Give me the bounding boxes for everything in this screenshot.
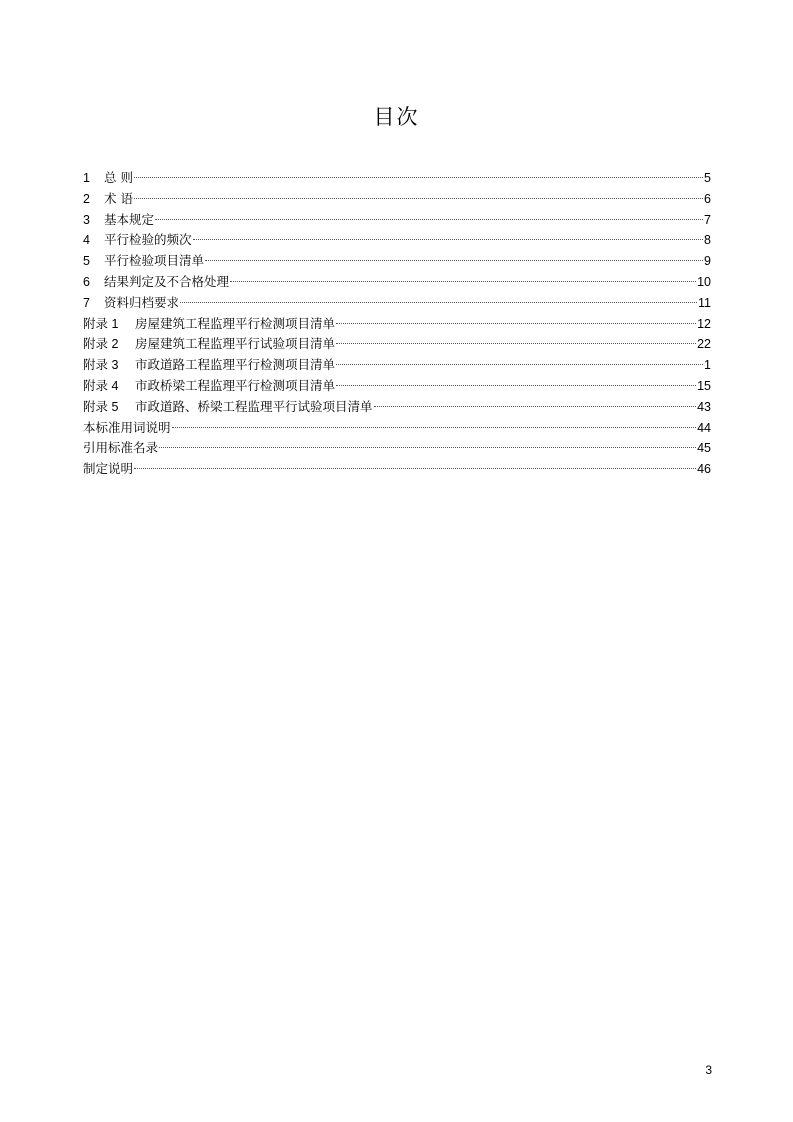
toc-dot-leader — [205, 260, 703, 261]
toc-entry-page: 45 — [697, 441, 711, 456]
toc-entry-title: 房屋建筑工程监理平行检测项目清单 — [135, 315, 336, 331]
toc-entry-referenced-standards[interactable] — [83, 438, 711, 459]
toc-dot-leader — [172, 427, 697, 428]
toc-entry-appendix-3[interactable] — [83, 355, 711, 376]
toc-dot-leader — [374, 406, 697, 407]
toc-entry-number: 7 — [83, 295, 90, 310]
toc-entry-7[interactable] — [83, 293, 711, 314]
toc-entry-page: 12 — [697, 316, 711, 331]
toc-entry-number: 附录 4 — [83, 378, 119, 393]
toc-entry-page: 10 — [697, 274, 711, 289]
toc-dot-leader — [134, 468, 696, 469]
toc-entry-page: 15 — [697, 378, 711, 393]
toc-dot-leader — [336, 323, 696, 324]
toc-entry-page: 1 — [704, 358, 711, 373]
toc-entry-title: 本标准用词说明 — [83, 419, 171, 435]
toc-entry-title: 市政桥梁工程监理平行检测项目清单 — [135, 377, 336, 393]
toc-entry-title: 制定说明 — [83, 461, 134, 477]
toc-entry-page: 22 — [697, 337, 711, 352]
toc-entry-page: 8 — [704, 233, 711, 248]
toc-entry-appendix-1[interactable] — [83, 314, 711, 335]
toc-entry-number: 3 — [83, 212, 90, 227]
toc-entry-number: 5 — [83, 254, 90, 269]
toc-dot-leader — [336, 343, 696, 344]
toc-entry-page: 7 — [704, 212, 711, 227]
toc-entry-page: 6 — [704, 191, 711, 206]
toc-entry-number: 附录 3 — [83, 358, 119, 373]
toc-entry-2[interactable] — [83, 189, 711, 210]
toc-entry-number: 1 — [83, 171, 90, 185]
toc-dot-leader — [159, 447, 696, 448]
toc-entry-1[interactable] — [83, 168, 711, 189]
toc-dot-leader — [134, 177, 703, 178]
toc-entry-number: 2 — [83, 191, 90, 206]
page-title: 目次 — [373, 105, 420, 130]
page-number: 3 — [705, 1063, 712, 1077]
toc-dot-leader — [336, 385, 696, 386]
toc-entry-title: 引用标准名录 — [83, 440, 159, 456]
toc-dot-leader — [336, 364, 703, 365]
toc-entry-6[interactable] — [83, 272, 711, 293]
toc-entry-title: 资料归档要求 — [104, 294, 180, 310]
toc-entry-page: 11 — [698, 295, 711, 310]
toc-entry-title: 基本规定 — [104, 211, 155, 227]
toc-entry-5[interactable] — [83, 251, 711, 272]
table-of-contents — [83, 168, 711, 480]
toc-dot-leader — [134, 198, 703, 199]
toc-entry-page: 5 — [704, 171, 711, 185]
toc-entry-title: 房屋建筑工程监理平行试验项目清单 — [135, 336, 336, 352]
toc-entry-appendix-4[interactable] — [83, 376, 711, 397]
toc-dot-leader — [230, 281, 696, 282]
toc-entry-number: 附录 2 — [83, 337, 119, 352]
toc-entry-page: 46 — [697, 462, 711, 477]
toc-entry-title: 市政道路、桥梁工程监理平行试验项目清单 — [135, 398, 373, 414]
toc-entry-number: 6 — [83, 274, 90, 289]
toc-dot-leader — [180, 302, 697, 303]
toc-entry-page: 43 — [697, 399, 711, 414]
toc-dot-leader — [155, 219, 703, 220]
toc-entry-title: 结果判定及不合格处理 — [104, 273, 230, 289]
toc-entry-number: 4 — [83, 233, 90, 248]
toc-entry-appendix-5[interactable] — [83, 397, 711, 418]
toc-dot-leader — [193, 239, 704, 240]
toc-entry-title: 平行检验项目清单 — [104, 253, 205, 269]
toc-entry-wording-explanation[interactable] — [83, 418, 711, 439]
toc-entry-appendix-2[interactable] — [83, 334, 711, 355]
toc-entry-number: 附录 5 — [83, 399, 119, 414]
toc-entry-compilation-notes[interactable] — [83, 459, 711, 480]
toc-entry-title: 总 则 — [104, 170, 133, 185]
toc-entry-title: 市政道路工程监理平行检测项目清单 — [135, 357, 336, 373]
toc-entry-title: 平行检验的频次 — [104, 232, 192, 248]
toc-entry-title: 术 语 — [104, 190, 133, 206]
toc-entry-page: 9 — [704, 254, 711, 269]
toc-entry-number: 附录 1 — [83, 316, 119, 331]
toc-entry-3[interactable] — [83, 210, 711, 231]
toc-entry-page: 44 — [697, 420, 711, 435]
toc-entry-4[interactable] — [83, 230, 711, 251]
